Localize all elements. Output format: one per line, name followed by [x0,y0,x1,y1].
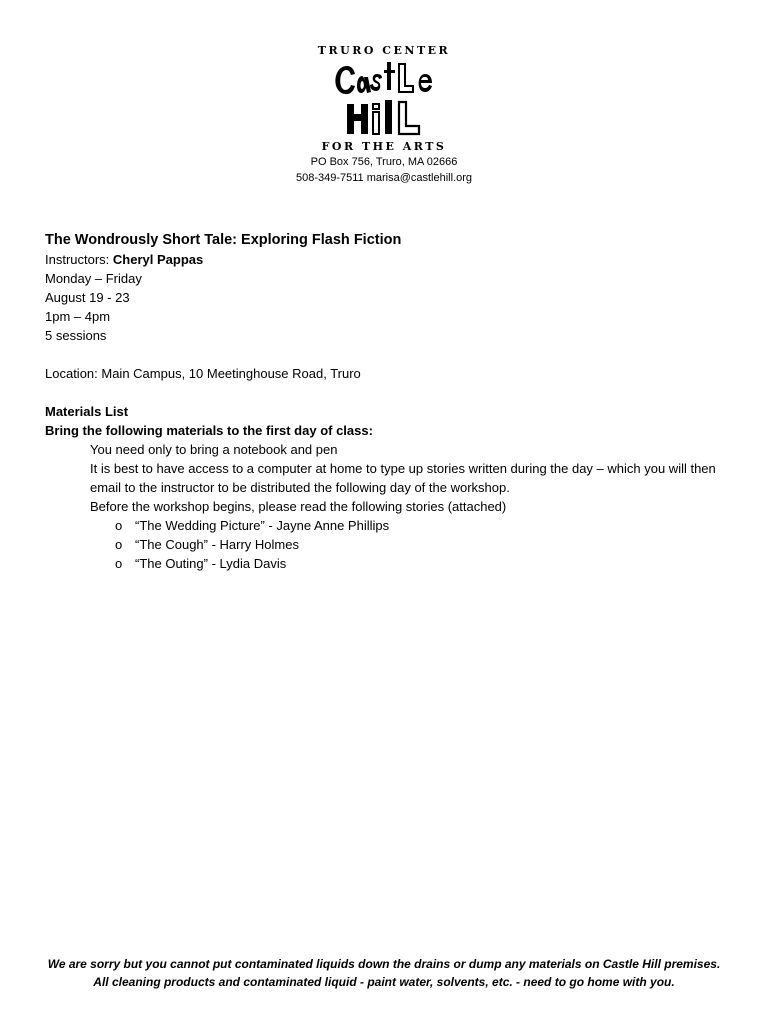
reading-list-item [45,554,725,573]
reading-list-item [45,535,725,554]
disposal-notice-line: All cleaning products and contaminated liquid - paint water, solvents, etc. - need to go home with you. [93,975,675,989]
course-dates: August 19 - 23 [45,290,130,305]
castle-hill-logo [329,60,439,138]
bullet-marker: o [115,518,123,533]
course-details [45,230,725,573]
instructors-line [45,250,725,269]
course-title: The Wondrously Short Tale: Exploring Flash Fiction [45,232,402,248]
contact-info: 508-349-7511 marisa@castlehill.org [295,172,473,184]
story-title: “The Wedding Picture” - Jayne Anne Phillips [135,518,390,533]
story-title: “The Outing” - Lydia Davis [135,556,287,571]
instructor-name: Cheryl Pappas [112,252,204,267]
letterhead [0,44,768,186]
materials-item: It is best to have access to a computer at home to type up stories written during the day – which you will then email to the instructor to be distributed the following day of the workshop. [90,461,716,495]
bullet-marker: o [115,537,123,552]
story-title: “The Cough” - Harry Holmes [135,537,299,552]
course-sessions: 5 sessions [45,328,107,343]
course-time: 1pm – 4pm [45,309,111,324]
instructors-label: Instructors: [45,252,113,267]
disposal-notice [0,955,768,991]
disposal-notice-line: We are sorry but you cannot put contaminated liquids down the drains or dump any materials on Castle Hill premises. [47,957,721,971]
course-days: Monday – Friday [45,271,142,286]
materials-item: Before the workshop begins, please read the following stories (attached) [90,499,507,514]
mailing-address: PO Box 756, Truro, MA 02666 [310,156,458,168]
reading-list-item [45,516,725,535]
org-name-top: TRURO CENTER [317,44,451,57]
course-location: Location: Main Campus, 10 Meetinghouse Road, Truro [45,366,361,381]
org-name-bottom: FOR THE ARTS [321,140,447,153]
reading-list [45,516,725,573]
spacer [45,345,725,364]
materials-item: You need only to bring a notebook and pen [90,442,338,457]
materials-subheading: Bring the following materials to the first day of class: [45,423,373,438]
bullet-marker: o [115,556,123,571]
materials-heading: Materials List [45,404,129,419]
spacer [45,383,725,402]
